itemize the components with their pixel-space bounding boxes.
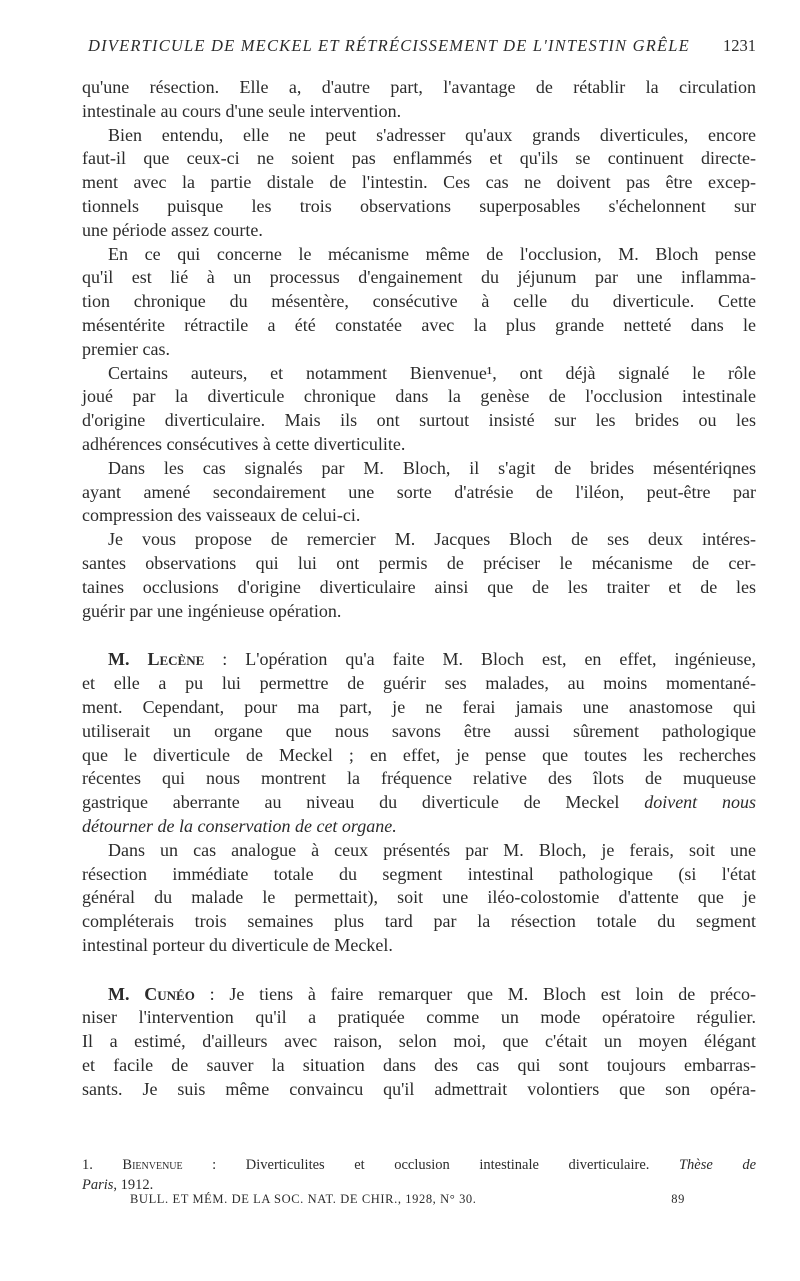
text-line: général du malade le permettait), soit une iléo-colostomie d'attente que je [82, 887, 756, 908]
intervention-cuneo [82, 983, 756, 1102]
sheet-number: 89 [671, 1192, 685, 1206]
text-line: une période assez courte. [82, 219, 263, 240]
paragraph [82, 528, 756, 623]
italic-span: détourner de la conservation de cet organe. [82, 815, 397, 836]
text-line: ment. Cependant, pour ma part, je ne ferai jamais une anastomose qui [82, 696, 756, 717]
intervention-lecene [82, 648, 756, 957]
italic-span: doivent nous [644, 792, 756, 813]
footnote-year: , 1912. [113, 1177, 154, 1193]
text-line: joué par la diverticule chronique dans la genèse de l'occlusion intestinale [82, 386, 756, 407]
text-line: En ce qui concerne le mécanisme même de l'occlusion, M. Bloch pense [108, 243, 756, 264]
text-line: ment avec la partie distale de l'intestin. Ces cas ne doivent pas être excep- [82, 172, 756, 193]
text-span: : L'opération qu'a faite M. Bloch est, en effet, ingénieuse, [204, 649, 756, 670]
text-line: taines occlusions d'origine diverticulaire ainsi que de les traiter et de les [82, 576, 756, 597]
speaker-name: M. Cunéo [108, 983, 195, 1004]
text-line: utiliserait un organe que nous savons être aussi sûrement pathologique [82, 720, 756, 741]
text-line: Dans les cas signalés par M. Bloch, il s'agit de brides mésentériqnes [108, 457, 756, 478]
text-line: Bien entendu, elle ne peut s'adresser qu'aux grands diverticules, encore [108, 124, 756, 145]
text-line [82, 791, 756, 815]
running-header [82, 36, 756, 60]
speaker-name: M. Lecène [108, 649, 205, 670]
text-line: Dans un cas analogue à ceux présentés par M. Bloch, je ferais, soit une [108, 839, 756, 860]
text-line: tionnels puisque les trois observations superposables s'échelonnent sur [82, 195, 756, 216]
text-line: sants. Je suis même convaincu qu'il admettrait volontiers que son opéra- [82, 1078, 756, 1099]
text-line: résection immédiate totale du segment intestinal pathologique (si l'état [82, 863, 756, 884]
paragraph [82, 457, 756, 528]
running-title: DIVERTICULE DE MECKEL ET RÉTRÉCISSEMENT DE L'INTESTIN GRÊLE [88, 36, 690, 55]
text-line: compression des vaisseaux de celui-ci. [82, 505, 361, 526]
text-line: mésentérite rétractile a été constatée avec la plus grande netteté dans le [82, 314, 756, 335]
text-line: et facile de sauver la situation dans des cas qui sont toujours embarras- [82, 1055, 756, 1076]
text-line: premier cas. [82, 338, 170, 359]
paragraph [82, 76, 756, 124]
text-line: qu'une résection. Elle a, d'autre part, l'avantage de rétablir la circulation [82, 77, 756, 97]
text-line: Il a estimé, d'ailleurs avec raison, selon moi, que c'était un moyen élégant [82, 1031, 756, 1052]
text-line: intestinale au cours d'une seule intervention. [82, 100, 402, 121]
footnote-city: Paris [82, 1177, 114, 1193]
page-number: 1231 [723, 36, 756, 55]
footnote-line [82, 1155, 756, 1175]
text-line: guérir par une ingénieuse opération. [82, 600, 342, 621]
paragraph [82, 362, 756, 457]
text-line: compléterais trois semaines plus tard par la résection totale du segment [82, 911, 756, 932]
body-text [82, 76, 756, 1102]
text-line: faut-il que ceux-ci ne soient pas enflammés et qu'ils se continuent directe- [82, 148, 756, 169]
text-line: que le diverticule de Meckel ; en effet, je pense que toutes les recherches [82, 744, 756, 765]
text-line: adhérences consécutives à cette diverticulite. [82, 433, 406, 454]
paragraph [82, 124, 756, 243]
text-line: d'origine diverticulaire. Mais ils ont surtout insisté sur les brides ou les [82, 410, 756, 431]
text-line: qu'il est lié à un processus d'engainement du jéjunum par une inflamma- [82, 267, 756, 288]
text-line: santes observations qui lui ont permis de préciser le mécanisme de cer- [82, 552, 756, 573]
footnote-marker: 1. [82, 1157, 93, 1173]
text-line: Certains auteurs, et notamment Bienvenue¹, ont déjà signalé le rôle [108, 362, 756, 383]
text-line: et elle a pu lui permettre de guérir ses malades, au moins momentané- [82, 673, 756, 694]
text-line: récentes qui nous montrent la fréquence relative des îlots de muqueuse [82, 768, 756, 789]
footnote [82, 1155, 756, 1195]
text-line: intestinal porteur du diverticule de Meckel. [82, 934, 393, 955]
text-span: : Je tiens à faire remarquer que M. Bloch est loin de préco- [194, 983, 756, 1004]
text-line: ayant amené secondairement une sorte d'atrésie de l'iléon, peut-être par [82, 481, 756, 502]
footnote-author: Bienvenue [122, 1157, 183, 1173]
text-line: Je vous propose de remercier M. Jacques Bloch de ses deux intéres- [108, 529, 756, 550]
footnote-italic: Thèse de [678, 1157, 757, 1173]
footnote-text: : Diverticulites et occlusion intestinale diverticulaire. [182, 1157, 679, 1173]
paragraph [82, 243, 756, 362]
text-line: tion chronique du mésentère, consécutive à celle du diverticule. Cette [82, 291, 756, 312]
text-line [82, 983, 756, 1007]
text-line [82, 648, 756, 672]
text-span: gastrique aberrante au niveau du diverticule de Meckel [82, 792, 645, 813]
journal-reference: BULL. ET MÉM. DE LA SOC. NAT. DE CHIR., 1928, N° 30. [130, 1192, 477, 1206]
text-line [82, 815, 756, 839]
text-line: niser l'intervention qu'il a pratiquée comme un mode opératoire régulier. [82, 1007, 756, 1028]
